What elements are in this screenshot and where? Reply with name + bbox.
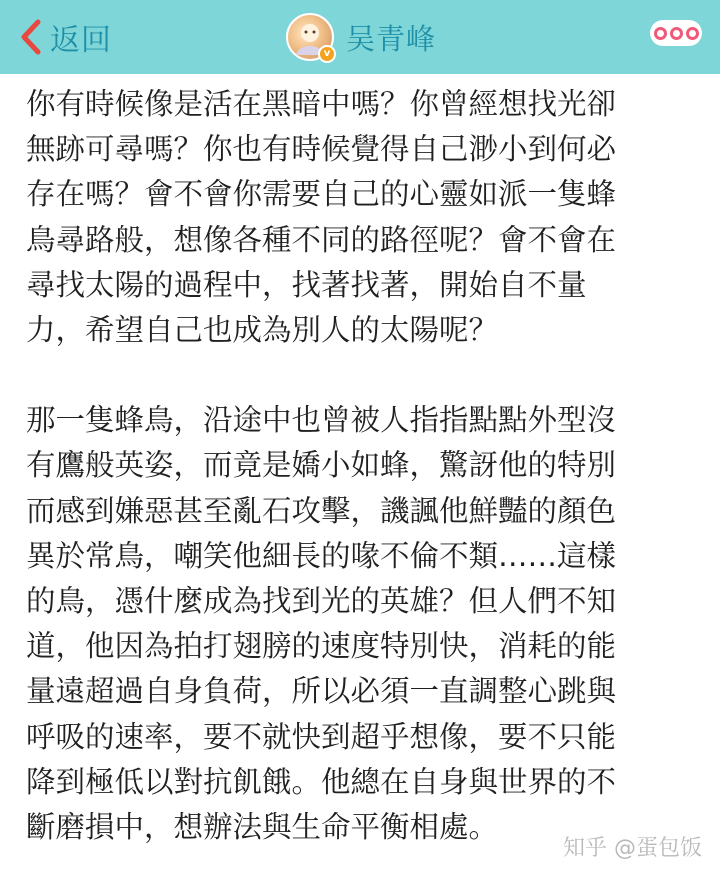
watermark: 知乎 @蛋包饭 (563, 836, 702, 861)
text-line: 的鳥，憑什麼成為找到光的英雄？但人們不知 (26, 584, 617, 619)
text-line: 存在嗎？會不會你需要自己的心靈如派一隻蜂 (26, 177, 617, 212)
more-dots-icon (686, 27, 699, 40)
text-line: 降到極低以對抗飢餓。他總在自身與世界的不 (26, 764, 617, 799)
text-line: 那一隻蜂鳥，沿途中也曾被人指指點點外型沒 (26, 403, 617, 438)
more-dots-icon (654, 27, 667, 40)
text-line: 道，他因為拍打翅膀的速度特別快，消耗的能 (26, 629, 617, 664)
text-line: 而感到嫌惡甚至亂石攻擊，譏諷他鮮豔的顏色 (26, 493, 617, 528)
chevron-left-icon (16, 17, 46, 57)
text-line: 斷磨損中，想辦法與生命平衡相處。 (26, 810, 499, 845)
text-line: 力，希望自己也成為別人的太陽呢？ (26, 313, 499, 348)
text-line: 尋找太陽的過程中，找著找著，開始自不量 (26, 267, 587, 302)
text-line: 你有時候像是活在黑暗中嗎？你曾經想找光卻 (26, 87, 617, 121)
top-bar (0, 0, 720, 74)
post-content (26, 82, 696, 850)
paragraph-gap (26, 353, 696, 398)
text-line: 無跡可尋嗎？你也有時候覺得自己渺小到何必 (26, 132, 617, 167)
text-line: 鳥尋路般，想像各種不同的路徑呢？會不會在 (26, 222, 617, 257)
paragraph-1 (26, 82, 696, 353)
paragraph-2 (26, 398, 696, 850)
verified-badge-icon: v (318, 45, 336, 63)
back-button[interactable] (16, 0, 112, 74)
text-line: 呼吸的速率，要不就快到超乎想像，要不只能 (26, 719, 617, 754)
text-line: 量遠超過自身負荷，所以必須一直調整心跳與 (26, 674, 617, 709)
profile-header[interactable] (286, 0, 436, 74)
more-options-button[interactable] (650, 20, 702, 46)
text-line: 有鷹般英姿，而竟是嬌小如蜂，驚訝他的特別 (26, 448, 617, 483)
text-line: 異於常鳥，嘲笑他細長的喙不倫不類……這樣 (26, 538, 617, 573)
username: 吴青峰 (346, 21, 437, 56)
avatar[interactable] (286, 13, 334, 61)
more-dots-icon (670, 27, 683, 40)
back-label: 返回 (50, 23, 112, 58)
